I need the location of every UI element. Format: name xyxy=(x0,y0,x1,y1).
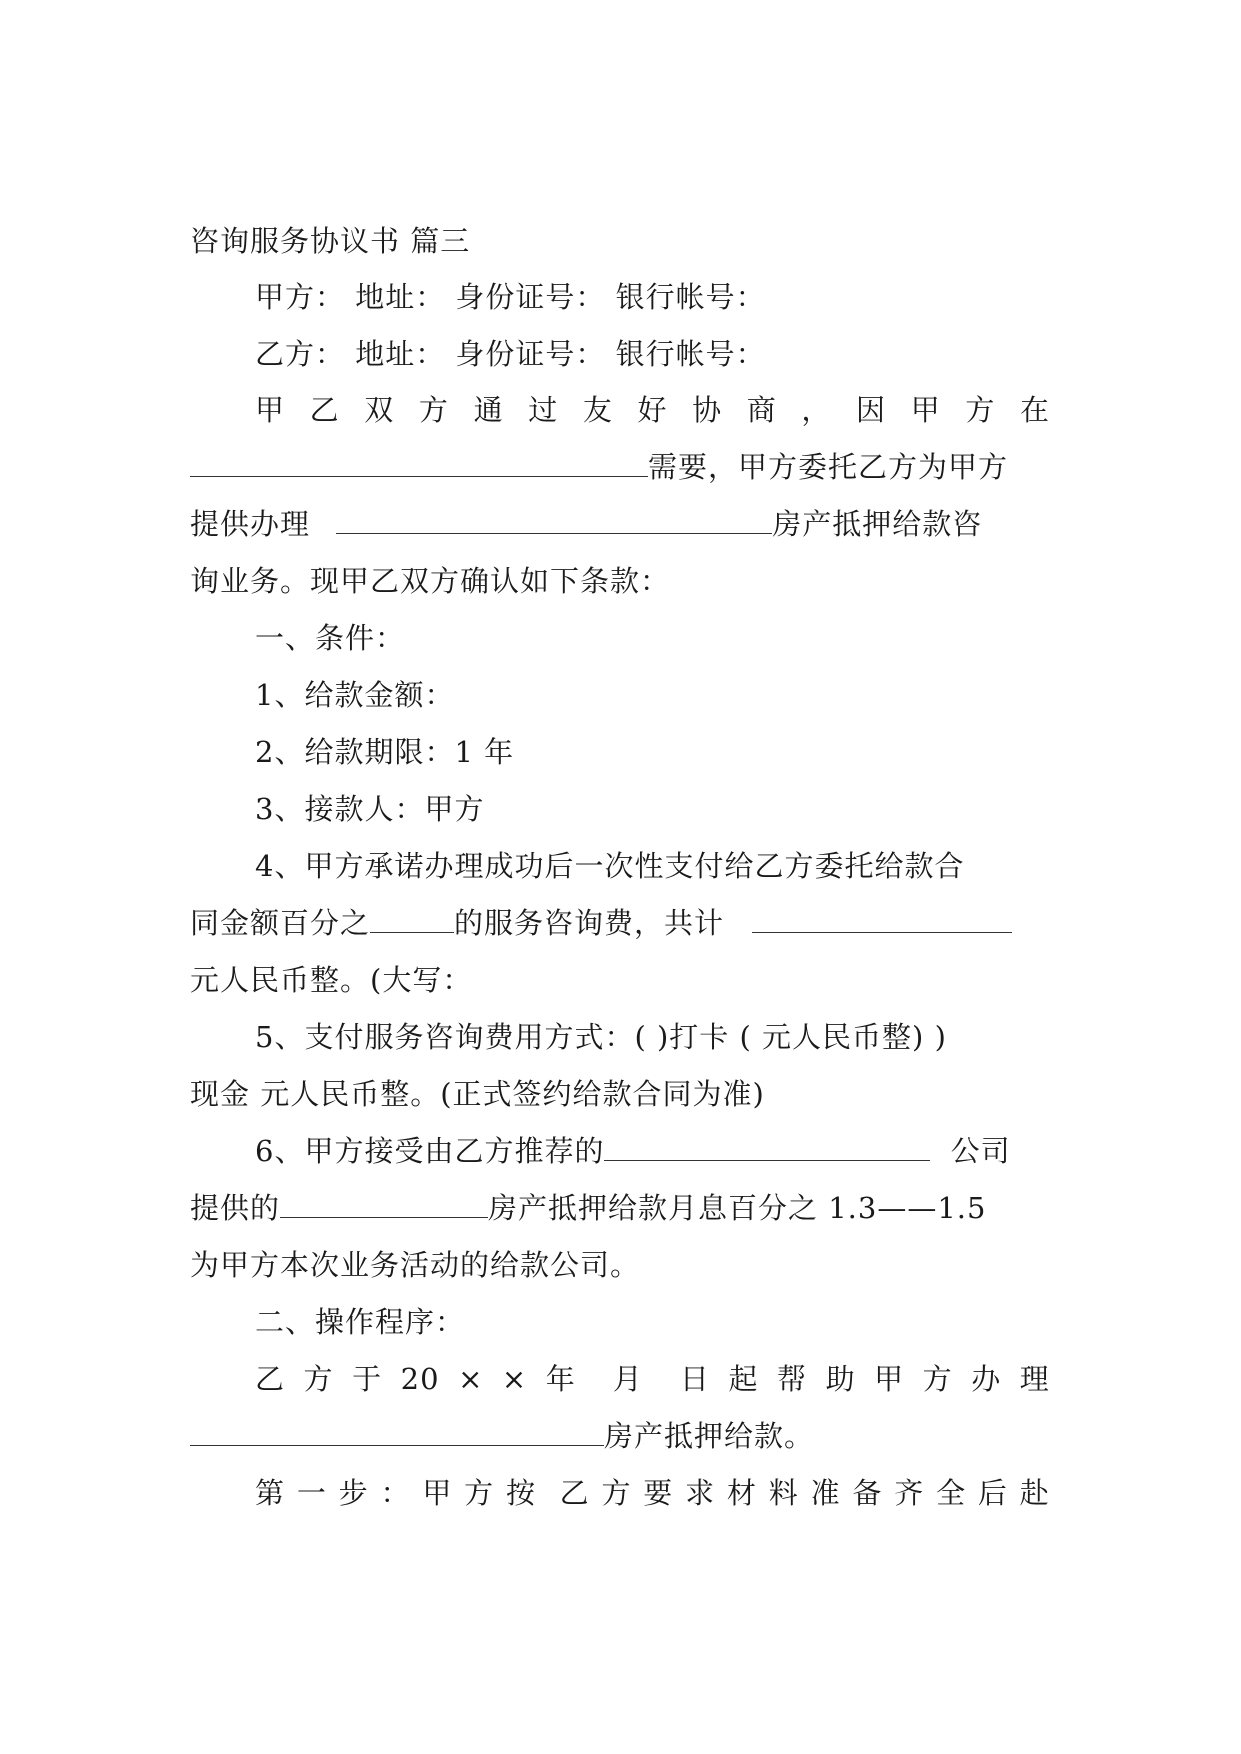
intro-line-3-tail: 房产抵押给款咨 xyxy=(772,507,983,541)
intro-line-3 xyxy=(190,505,1050,543)
intro-line-2-text: 需要，甲方委托乙方为甲方 xyxy=(648,450,1009,484)
item-6-line-3: 为甲方本次业务活动的给款公司。 xyxy=(190,1248,641,1282)
party-a-line: 甲方： 地址： 身份证号： 银行帐号： xyxy=(255,280,766,314)
justified-char: 料 xyxy=(768,1476,799,1510)
justified-char: 求 xyxy=(685,1476,716,1510)
justified-char: 方 xyxy=(601,1476,632,1510)
blank-field[interactable] xyxy=(190,448,648,477)
justified-char: 过 xyxy=(528,393,559,427)
justified-char: 材 xyxy=(726,1476,757,1510)
blank-field[interactable] xyxy=(336,505,772,534)
justified-char: 商 xyxy=(746,393,777,427)
item-5-line-1: 5、支付服务咨询费用方式：( )打卡 ( 元人民币整) ) xyxy=(255,1020,947,1054)
justified-char: 全 xyxy=(936,1476,967,1510)
justified-char: 乙 xyxy=(255,1362,286,1396)
item-4-line-2-head: 同金额百分之 xyxy=(190,906,371,940)
justified-char: ： xyxy=(380,1476,411,1510)
justified-char: 方 xyxy=(464,1476,495,1510)
justified-char: 一 xyxy=(296,1476,327,1510)
justified-char: 按 xyxy=(505,1476,536,1510)
justified-char: 理 xyxy=(1019,1362,1050,1396)
item-6-line-1 xyxy=(255,1132,1050,1170)
document-title: 咨询服务协议书 篇三 xyxy=(190,224,471,258)
item-4-line-1: 4、甲方承诺办理成功后一次性支付给乙方委托给款合 xyxy=(255,849,965,883)
item-6-line-1-tail: 公司 xyxy=(950,1134,1011,1168)
item-2: 2、给款期限：1 年 xyxy=(255,735,515,769)
item-1: 1、给款金额： xyxy=(255,678,455,712)
justified-char: 甲 xyxy=(422,1476,453,1510)
step-1-line xyxy=(255,1474,1050,1512)
justified-char: 办 xyxy=(971,1362,1002,1396)
justified-char: 后 xyxy=(977,1476,1008,1510)
justified-char: 赴 xyxy=(1019,1476,1050,1510)
justified-char: 年 xyxy=(545,1362,576,1396)
item-5-line-2: 现金 元人民币整。(正式签约给款合同为准) xyxy=(190,1077,765,1111)
justified-char: 方 xyxy=(922,1362,953,1396)
justified-char: 双 xyxy=(364,393,395,427)
item-4-line-2-mid: 的服务咨询费，共计 xyxy=(454,906,725,940)
justified-char: 月 xyxy=(612,1362,643,1396)
item-6-line-2-tail: 房产抵押给款月息百分之 1.3——1.5 xyxy=(488,1191,987,1225)
intro-line-2 xyxy=(190,448,1050,486)
justified-char: 甲 xyxy=(255,393,286,427)
justified-char: 于 xyxy=(352,1362,383,1396)
justified-char: 起 xyxy=(728,1362,759,1396)
justified-char: 通 xyxy=(473,393,504,427)
procedure-line-2-text: 房产抵押给款。 xyxy=(604,1419,815,1453)
justified-char: 步 xyxy=(338,1476,369,1510)
justified-char: 协 xyxy=(692,393,723,427)
blank-field[interactable] xyxy=(280,1189,488,1218)
justified-char: 甲 xyxy=(874,1362,905,1396)
intro-line-3-head: 提供办理 xyxy=(190,507,311,541)
justified-char: × xyxy=(501,1362,528,1396)
justified-char: × xyxy=(458,1362,484,1396)
justified-char: 帮 xyxy=(777,1362,808,1396)
section-1-title: 一、条件： xyxy=(255,621,406,655)
justified-char: 因 xyxy=(856,393,887,427)
blank-field[interactable] xyxy=(190,1417,604,1446)
justified-char: 准 xyxy=(810,1476,841,1510)
justified-char: 方 xyxy=(303,1362,334,1396)
justified-char: 第 xyxy=(255,1476,286,1510)
item-4-line-3: 元人民币整。(大写： xyxy=(190,963,473,997)
intro-line-4: 询业务。现甲乙双方确认如下条款： xyxy=(190,564,671,598)
procedure-line-1 xyxy=(255,1360,1050,1398)
justified-char: ， xyxy=(801,393,832,427)
justified-char: 助 xyxy=(825,1362,856,1396)
justified-char: 要 xyxy=(643,1476,674,1510)
justified-char: 好 xyxy=(637,393,668,427)
justified-char: 日 xyxy=(679,1362,710,1396)
procedure-line-2 xyxy=(190,1417,1050,1455)
item-6-line-2 xyxy=(190,1189,1050,1227)
item-6-line-2-head: 提供的 xyxy=(190,1191,281,1225)
justified-char: 甲 xyxy=(910,393,941,427)
blank-field[interactable] xyxy=(604,1132,930,1161)
justified-char: 方 xyxy=(965,393,996,427)
party-b-line: 乙方： 地址： 身份证号： 银行帐号： xyxy=(255,337,766,371)
justified-char: 备 xyxy=(852,1476,883,1510)
justified-char: 乙 xyxy=(559,1476,590,1510)
intro-line-1 xyxy=(255,391,1050,429)
blank-field[interactable] xyxy=(370,904,454,933)
justified-char: 20 xyxy=(400,1362,440,1396)
item-4-line-2 xyxy=(190,904,1050,942)
justified-char: 齐 xyxy=(894,1476,925,1510)
justified-char: 友 xyxy=(582,393,613,427)
blank-field[interactable] xyxy=(752,904,1012,933)
section-2-title: 二、操作程序： xyxy=(255,1305,466,1339)
justified-char: 在 xyxy=(1019,393,1050,427)
item-6-line-1-head: 6、甲方接受由乙方推荐的 xyxy=(255,1134,605,1168)
item-3: 3、接款人：甲方 xyxy=(255,792,485,826)
justified-char: 方 xyxy=(418,393,449,427)
justified-char: 乙 xyxy=(309,393,340,427)
